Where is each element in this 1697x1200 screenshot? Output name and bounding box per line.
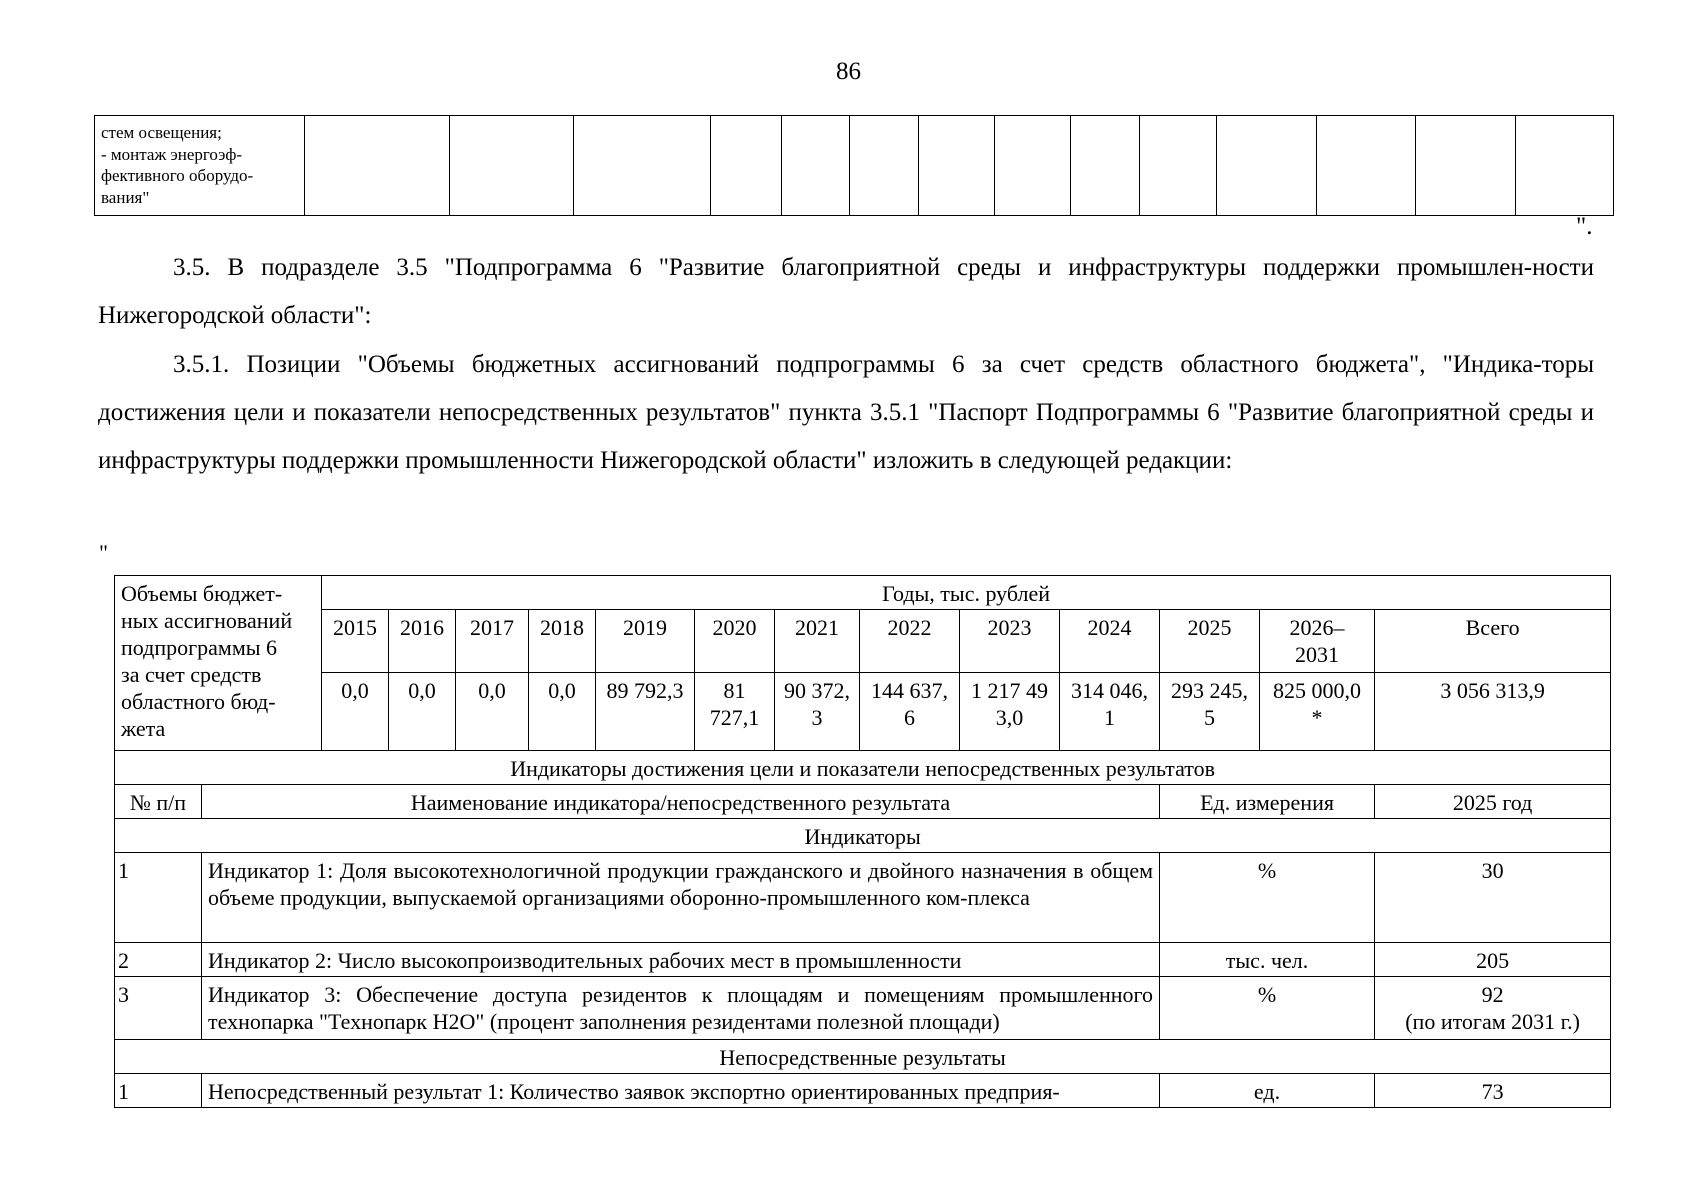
results-subtitle: Непосредственные результаты xyxy=(115,1040,1611,1074)
cell-line: фективного оборудо- xyxy=(101,166,254,185)
empty-cell xyxy=(450,116,574,216)
label-line: Объемы бюджет- xyxy=(121,581,283,606)
table-row xyxy=(115,977,1611,1040)
empty-cell xyxy=(305,116,450,216)
paragraph-3-5-1: 3.5.1. Позиции "Объемы бюджетных ассигнований подпрограммы 6 за счет средств областного бюджета", "Индика-торы достижения цели и показатели непосредственных результатов" пункта 3.5.1 "Паспорт Подпрограммы 6 "Развитие благоприятной среды и инфраструктуры поддержки промышленности Нижегородской области" изложить в следующей редакции: xyxy=(98,351,1594,474)
label-line: жета xyxy=(121,716,166,741)
indicator-name: Индикатор 2: Число высокопроизводительных рабочих мест в промышленности xyxy=(202,943,1160,977)
col-header-num: № п/п xyxy=(115,785,202,819)
value-2025: 293 245, 5 xyxy=(1160,673,1260,751)
row-num: 1 xyxy=(115,1074,202,1108)
year-2022: 2022 xyxy=(860,610,960,673)
col-header-year: 2025 год xyxy=(1375,785,1611,819)
empty-cell xyxy=(781,116,849,216)
result-unit: ед. xyxy=(1160,1074,1375,1108)
value-2022: 144 637, 6 xyxy=(860,673,960,751)
empty-cell xyxy=(995,116,1071,216)
empty-cell xyxy=(1316,116,1416,216)
year-2019: 2019 xyxy=(596,610,695,673)
cell-line: вания" xyxy=(101,187,150,207)
indicator-value: 205 xyxy=(1375,943,1611,977)
value-2015: 0,0 xyxy=(322,673,389,751)
value-2018: 0,0 xyxy=(529,673,596,751)
indicator-name: Индикатор 1: Доля высокотехнологичной продукции гражданского и двойного назначения в общем объеме продукции, выпускаемой организациями оборонно-промышленного ком-плекса xyxy=(202,853,1160,943)
cell-line: - монтаж энергоэф- xyxy=(101,144,243,164)
year-2021: 2021 xyxy=(775,610,860,673)
row-num: 3 xyxy=(115,977,202,1040)
result-value: 73 xyxy=(1375,1074,1611,1108)
year-2020: 2020 xyxy=(695,610,775,673)
indicators-subtitle: Индикаторы xyxy=(115,819,1611,853)
table-row xyxy=(115,853,1611,943)
value-2017: 0,0 xyxy=(456,673,529,751)
year-2026-2031: 2026– 2031 xyxy=(1260,610,1375,673)
year-2023: 2023 xyxy=(960,610,1060,673)
empty-cell xyxy=(1216,116,1316,216)
row-num: 2 xyxy=(115,943,202,977)
empty-cell xyxy=(574,116,711,216)
continued-table xyxy=(94,115,1614,216)
cell-line: стем освещения; xyxy=(101,123,222,142)
value-2016: 0,0 xyxy=(389,673,456,751)
indicator-unit: % xyxy=(1160,853,1375,943)
col-header-unit: Ед. измерения xyxy=(1160,785,1375,819)
continued-cell-text xyxy=(95,116,305,216)
closing-quote: ". xyxy=(1576,213,1593,240)
value-2019: 89 792,3 xyxy=(596,673,695,751)
indicator-unit: % xyxy=(1160,977,1375,1040)
result-name: Непосредственный результат 1: Количество заявок экспортно ориентированных предприя- xyxy=(202,1074,1160,1108)
page-number: 86 xyxy=(836,58,861,85)
opening-quote: " xyxy=(99,540,108,565)
empty-cell xyxy=(710,116,781,216)
year-2024: 2024 xyxy=(1060,610,1160,673)
years-header: Годы, тыс. рублей xyxy=(322,576,1611,610)
paragraph-3-5: 3.5. В подразделе 3.5 "Подпрограмма 6 "Развитие благоприятной среды и инфраструктуры поддержки промышлен-ности Нижегородской области": xyxy=(98,254,1594,329)
label-line: ных ассигнований xyxy=(121,608,293,633)
col-header-name: Наименование индикатора/непосредственного результата xyxy=(202,785,1160,819)
indicator-unit: тыс. чел. xyxy=(1160,943,1375,977)
row-num: 1 xyxy=(115,853,202,943)
year-total: Всего xyxy=(1375,610,1611,673)
label-line: за счет средств xyxy=(121,662,262,687)
passport-table xyxy=(114,575,1611,1108)
budget-label xyxy=(115,576,322,751)
label-line: подпрограммы 6 xyxy=(121,635,278,660)
empty-cell xyxy=(1140,116,1217,216)
year-2018: 2018 xyxy=(529,610,596,673)
year-2017: 2017 xyxy=(456,610,529,673)
year-2016: 2016 xyxy=(389,610,456,673)
value-2021: 90 372, 3 xyxy=(775,673,860,751)
empty-cell xyxy=(850,116,918,216)
value-2023: 1 217 49 3,0 xyxy=(960,673,1060,751)
value-2020: 81 727,1 xyxy=(695,673,775,751)
table-row xyxy=(115,943,1611,977)
indicator-value: 30 xyxy=(1375,853,1611,943)
empty-cell xyxy=(1516,116,1614,216)
label-line: областного бюд- xyxy=(121,689,276,714)
empty-cell xyxy=(918,116,995,216)
indicator-name: Индикатор 3: Обеспечение доступа резидентов к площадям и помещениям промышленного технопарка "Технопарк Н2О" (процент заполнения резидентами полезной площади) xyxy=(202,977,1160,1040)
indicator-value: 92 (по итогам 2031 г.) xyxy=(1375,977,1611,1040)
indicators-section-title: Индикаторы достижения цели и показатели непосредственных результатов xyxy=(115,751,1611,785)
year-2015: 2015 xyxy=(322,610,389,673)
value-2024: 314 046, 1 xyxy=(1060,673,1160,751)
year-2025: 2025 xyxy=(1160,610,1260,673)
value-2026-2031: 825 000,0 * xyxy=(1260,673,1375,751)
empty-cell xyxy=(1416,116,1516,216)
empty-cell xyxy=(1070,116,1139,216)
table-row xyxy=(115,1074,1611,1108)
value-total: 3 056 313,9 xyxy=(1375,673,1611,751)
